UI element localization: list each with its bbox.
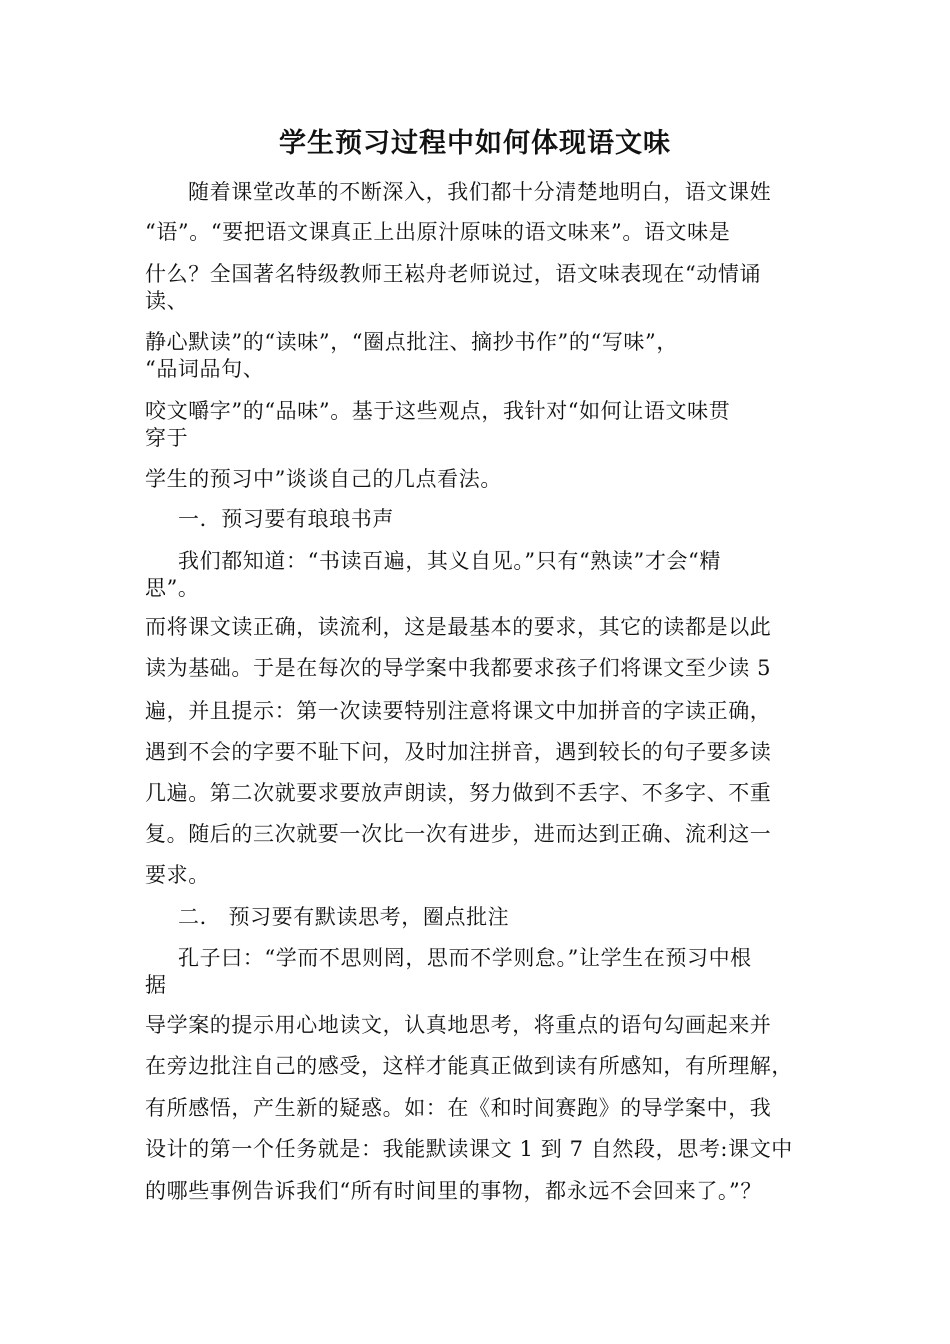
section-heading: 二． 预习要有默读思考，圈点批注 xyxy=(178,905,510,929)
paragraph-line: 随着课堂改革的不断深入，我们都十分清楚地明白，语文课姓 xyxy=(188,180,772,204)
paragraph-line: 什么？全国著名特级教师王崧舟老师说过，语文味表现在“动情诵 xyxy=(145,262,762,286)
paragraph-line: 几遍。第二次就要求要放声朗读，努力做到不丢字、不多字、不重 xyxy=(145,781,772,805)
paragraph-line: 有所感悟，产生新的疑惑。如：在《和时间赛跑》的导学案中，我 xyxy=(145,1096,772,1120)
paragraph-line: 设计的第一个任务就是：我能默读课文 1 到 7 自然段，思考:课文中 xyxy=(145,1137,793,1161)
paragraph-line: “语”。“要把语文课真正上出原汁原味的语文味来”。语文味是 xyxy=(145,220,731,244)
paragraph-line: 穿于 xyxy=(145,426,189,450)
paragraph-line: 要求。 xyxy=(145,863,210,887)
paragraph-line: 学生的预习中”谈谈自己的几点看法。 xyxy=(145,467,502,491)
paragraph-line: 思”。 xyxy=(145,576,200,600)
paragraph-line: 咬文嚼字”的“品味”。基于这些观点，我针对“如何让语文味贯 xyxy=(145,399,731,423)
paragraph-line: 复。随后的三次就要一次比一次有进步，进而达到正确、流利这一 xyxy=(145,822,772,846)
paragraph-line: 遇到不会的字要不耻下问，及时加注拼音，遇到较长的句子要多读 xyxy=(145,740,772,764)
section-heading: 一．预习要有琅琅书声 xyxy=(178,507,394,531)
paragraph-line: 而将课文读正确，读流利，这是最基本的要求，其它的读都是以此 xyxy=(145,615,772,639)
paragraph-line: 在旁边批注自己的感受，这样才能真正做到读有所感知，有所理解， xyxy=(145,1054,793,1078)
paragraph-line: 我们都知道：“书读百遍，其义自见。”只有“熟读”才会“精 xyxy=(178,549,721,573)
paragraph-line: 据 xyxy=(145,973,167,997)
paragraph-line: 的哪些事例告诉我们“所有时间里的事物，都永远不会回来了。”？ xyxy=(145,1179,762,1203)
paragraph-line: 遍，并且提示：第一次读要特别注意将课文中加拼音的字读正确， xyxy=(145,699,772,723)
paragraph-line: 静心默读”的“读味”，“圈点批注、摘抄书作”的“写味”， xyxy=(145,330,678,354)
paragraph-line: 读、 xyxy=(145,289,189,313)
paragraph-line: 孔子曰：“学而不思则罔，思而不学则怠。”让学生在预习中根 xyxy=(178,946,752,970)
paragraph-line: “品词品句、 xyxy=(145,357,265,381)
paragraph-line: 读为基础。于是在每次的导学案中我都要求孩子们将课文至少读 5 xyxy=(145,656,772,680)
paragraph-line: 导学案的提示用心地读文，认真地思考，将重点的语句勾画起来并 xyxy=(145,1013,772,1037)
document-title: 学生预习过程中如何体现语文味 xyxy=(279,128,671,159)
